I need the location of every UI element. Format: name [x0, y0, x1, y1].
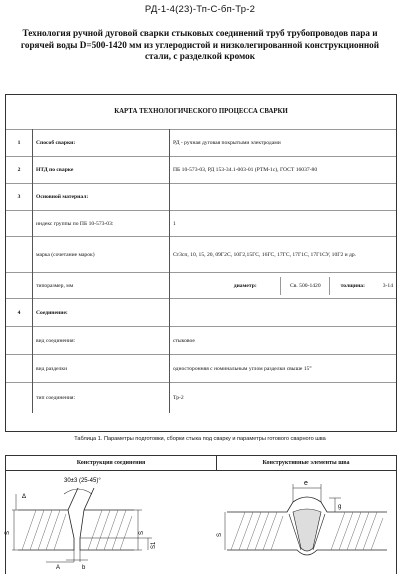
thickness-s-label: S	[5, 530, 11, 535]
joint-design-header: Конструкция соединения	[6, 456, 217, 471]
process-card	[5, 94, 397, 432]
row-value	[170, 299, 397, 327]
diameter-label: диаметр:	[233, 282, 257, 289]
row-number: 3	[6, 184, 33, 211]
row-value: Тр-2	[170, 383, 397, 413]
thickness-s-label: S	[217, 532, 223, 537]
row-value: стыковое	[170, 327, 397, 355]
table-row	[6, 383, 396, 413]
bevel-angle-label: 30±3 (25-45)°	[64, 478, 101, 484]
table-row	[6, 157, 396, 184]
row-label: Способ сварки:	[33, 130, 170, 157]
row-value	[170, 184, 397, 211]
width-e-label: e	[304, 480, 308, 487]
row-label: НТД по сварке	[33, 157, 170, 184]
table-row	[6, 237, 396, 273]
row-number	[6, 327, 33, 355]
thickness-s1-label: S1	[151, 541, 157, 549]
table-caption: Таблица 1. Параметры подготовки, сборки стыка под сварку и параметры готового сварного шва	[74, 436, 326, 442]
row-label: Соединение:	[33, 299, 170, 327]
table-row	[6, 327, 396, 355]
weld-elements-drawing	[217, 470, 397, 575]
joint-design-drawing	[6, 470, 216, 575]
thickness-label: толщина:	[340, 282, 365, 289]
table-row	[6, 184, 396, 211]
row-number: 1	[6, 130, 33, 157]
document-title: Технология ручной дуговой сварки стыковых соединений труб трубопроводов пара и горячей воды D=500-1420 мм из углеродистой и низколегированной конструкционной стали, с разделкой кромок	[20, 28, 380, 61]
delta-label: Δ	[22, 494, 27, 500]
row-number	[6, 273, 33, 299]
row-value: ПБ 10-573-03, РД 153-34.1-003-01 (РТМ-1с), ГОСТ 16037-80	[170, 157, 397, 184]
row-label: Основной материал:	[33, 184, 170, 211]
row-value: односторонняя с номинальным углом разделки свыше 15°	[170, 355, 397, 383]
row-number	[6, 355, 33, 383]
card-title: КАРТА ТЕХНОЛОГИЧЕСКОГО ПРОЦЕССА СВАРКИ	[6, 95, 396, 130]
offset-a-label: A	[56, 565, 61, 571]
row-label: индекс группы по ПБ 10-573-03:	[33, 211, 170, 237]
row-value: Ст3сп, 10, 15, 20, 09Г2С, 10Г2,15ГС, 16ГС, 17ГС, 17Г1С, 17Г1СУ, 10Г2 и др.	[170, 237, 397, 273]
row-number	[6, 211, 33, 237]
table-row	[6, 355, 396, 383]
thickness-s-label: S	[139, 530, 145, 535]
row-label: вид соединения:	[33, 327, 170, 355]
table-row	[6, 273, 396, 299]
size-cell	[170, 273, 397, 299]
row-number: 4	[6, 299, 33, 327]
row-label: марка (сочетание марок)	[33, 237, 170, 273]
row-number	[6, 383, 33, 413]
row-value: РД - ручная дуговая покрытыми электродами	[170, 130, 397, 157]
row-number: 2	[6, 157, 33, 184]
thickness-value: 3-14	[382, 282, 393, 289]
table-row	[6, 299, 396, 327]
row-value: 1	[170, 211, 397, 237]
process-table	[6, 129, 396, 413]
height-g-label: g	[338, 504, 342, 510]
gap-b-label: b	[82, 565, 86, 571]
weld-elements-header: Конструктивные элементы шва	[216, 456, 396, 471]
row-number	[6, 237, 33, 273]
row-label: вид разделки	[33, 355, 170, 383]
table-row	[6, 211, 396, 237]
joint-drawings	[5, 455, 397, 574]
row-label: типоразмер, мм	[33, 273, 170, 299]
table-row	[6, 130, 396, 157]
diameter-value: Св. 500-1420	[280, 277, 330, 295]
row-label: тип соединения:	[33, 383, 170, 413]
document-code: РД-1-4(23)-Тп-С-бп-Тр-2	[144, 4, 256, 15]
